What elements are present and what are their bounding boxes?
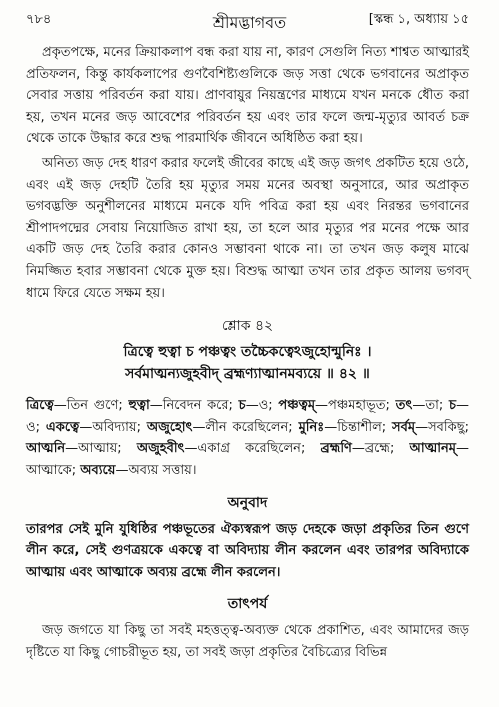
synonym-meaning: ও — [26, 419, 36, 435]
synonym-word: চ — [238, 398, 246, 414]
synonym-meaning: ব্রহ্মে — [364, 441, 390, 457]
synonyms-paragraph: ত্রিত্বে—তিন গুণে; হুত্বা—নিবেদন করে; চ—ও; পঞ্চত্বম্—পঞ্চমহাভূত; তৎ—তা; চ—ও; একত্বে—অবিদ্যায়; অজুহোৎ—লীন করেছিলেন; মুনিঃ—চিন্তাশীল; সর্বম্—সবকিছু; আত্মনি—আত্মায়; অজুহবীৎ—একাগ্র করেছিলেন; ব্রহ্মণি—ব্রহ্মে; আত্মানম্—আত্মাকে; অব্যয়ে—অব্যয় সত্তায়। — [26, 398, 469, 478]
synonym-word: অজুহোৎ — [146, 419, 193, 435]
synonym-word: হুত্বা — [128, 398, 150, 414]
synonym-word: অজুহবীৎ — [136, 441, 185, 457]
synonym-meaning: একাগ্র করেছিলেন — [197, 441, 301, 457]
translation-heading: অনুবাদ — [227, 494, 268, 511]
synonym-meaning: নিবেদন করে — [162, 398, 229, 414]
synonym-word: আত্মনি — [26, 441, 66, 457]
synonym-word: চ — [448, 398, 456, 414]
synonym-word: ত্রিত্বে — [26, 398, 54, 414]
synonym-meaning: অব্যয় সত্তায় — [128, 462, 192, 478]
page-header — [26, 10, 469, 40]
purport-heading: তাৎপর্য — [227, 596, 268, 613]
synonym-meaning: আত্মাকে — [26, 462, 72, 478]
synonym-meaning: ও — [258, 398, 269, 414]
synonym-meaning: সবকিছু — [428, 419, 465, 435]
synonym-word: তৎ — [395, 398, 413, 414]
synonym-word: অব্যয়ে — [80, 462, 116, 478]
synonym-word: আত্মানম্ — [409, 441, 456, 457]
synonym-meaning: অবিদ্যায় — [92, 419, 137, 435]
synonym-word: ব্রহ্মণি — [320, 441, 352, 457]
synonym-word: মুনিঃ — [298, 419, 325, 435]
synonym-meaning: পঞ্চমহাভূত — [328, 398, 386, 414]
purport-paragraph-1: প্রকৃতপক্ষে, মনের ক্রিয়াকলাপ বন্ধ করা যায় না, কারণ সেগুলি নিত্য শাশ্বত আত্মারই প্রতিফলন, কিন্তু কার্যকলাপের গুণবৈশিষ্ট্যগুলিকে জড় সত্তা থেকে ভগবানের অপ্রাকৃত সেবার সত্তায় পরিবর্তন করা যায়। প্রাণবায়ুর নিয়ন্ত্রণের মাধ্যমে যখন মনকে ধৌত করা হয়, তখন মনের জড় আবেশের পরিবর্তন হয় এবং তার ফলে জন্ম-মৃত্যুর আবর্ত চক্র থেকে তাকে উদ্ধার করে শুদ্ধ পারমার্থিক জীবনে অধিষ্ঠিত করা হয়। — [26, 45, 469, 147]
verse-line-2: সর্বমাত্মন্যজুহবীদ্ ব্রহ্মণ্যাত্মানমব্যয়ে ॥ ৪২ ॥ — [125, 366, 370, 383]
running-title: শ্রীমদ্ভাগবত — [212, 13, 287, 32]
purport-paragraph-2: অনিত্য জড় দেহ ধারণ করার ফলেই জীবের কাছে এই জড় জগৎ প্রকটিত হয়ে ওঠে, এবং এই জড় দেহটি তৈরি হয় মৃত্যুর সময় মনের অবস্থা অনুসারে, আর অপ্রাকৃত ভগবদ্ভক্তি অনুশীলনের মাধ্যমে মনকে যদি পবিত্র করা হয় এবং নিরন্তর ভগবানের শ্রীপাদপদ্মের সেবায় নিয়োজিত রাখা হয়, তা হলে আর মৃত্যুর পর মনের পক্ষে আর একটি জড় দেহ তৈরি করার কোনও সম্ভাবনা থাকে না। তা তখন জড় কলুষ মাঝে নিমজ্জিত হবার সম্ভাবনা থেকে মুক্ত হয়। বিশুদ্ধ আত্মা তখন তার প্রকৃত আলয় ভগবদ্ ধামে ফিরে যেতে সক্ষম হয়। — [26, 155, 469, 301]
synonym-meaning: তিন গুণে — [66, 398, 119, 414]
synonym-word: সর্বম্ — [392, 419, 416, 435]
translation-text: তারপর সেই মুনি যুধিষ্ঠির পঞ্চভূতের ঐক্যস্বরূপ জড় দেহকে জড়া প্রকৃতির তিন গুণে লীন করে, সেই গুণত্রয়কে একত্বে বা অবিদ্যায় লীন করলেন এবং তারপর অবিদ্যাকে আত্মায় এবং আত্মাকে অব্যয় ব্রহ্মে লীন করলেন। — [26, 521, 469, 580]
synonym-meaning: তা — [425, 398, 439, 414]
synonym-word: একত্বে — [45, 419, 80, 435]
purport-start: জড় জগতে যা কিছু তা সবই মহত্তত্ত্ব-অব্যক্ত থেকে প্রকাশিত, এবং আমাদের জড় দৃষ্টিতে যা কিছু গোচরীভূত হয়, তা সবই জড়া প্রকৃতির বৈচিত্র্যের বিভিন্ন — [26, 623, 469, 660]
verse-line-1: ত্রিত্বে হুত্বা চ পঞ্চত্বং তচ্চৈকত্বেঽজুহোন্মুনিঃ । — [123, 344, 372, 361]
synonym-meaning: চিন্তাশীল — [337, 419, 382, 435]
synonym-meaning: লীন করেছিলেন — [205, 419, 289, 435]
verse-heading: শ্লোক ৪২ — [221, 318, 274, 335]
synonym-word: পঞ্চত্বম্ — [278, 398, 316, 414]
chapter-reference: [স্কন্ধ ১, অধ্যায় ১৫ — [368, 12, 469, 27]
page-number: ৭৮৪ — [26, 12, 52, 27]
synonym-meaning: আত্মায় — [78, 441, 118, 457]
